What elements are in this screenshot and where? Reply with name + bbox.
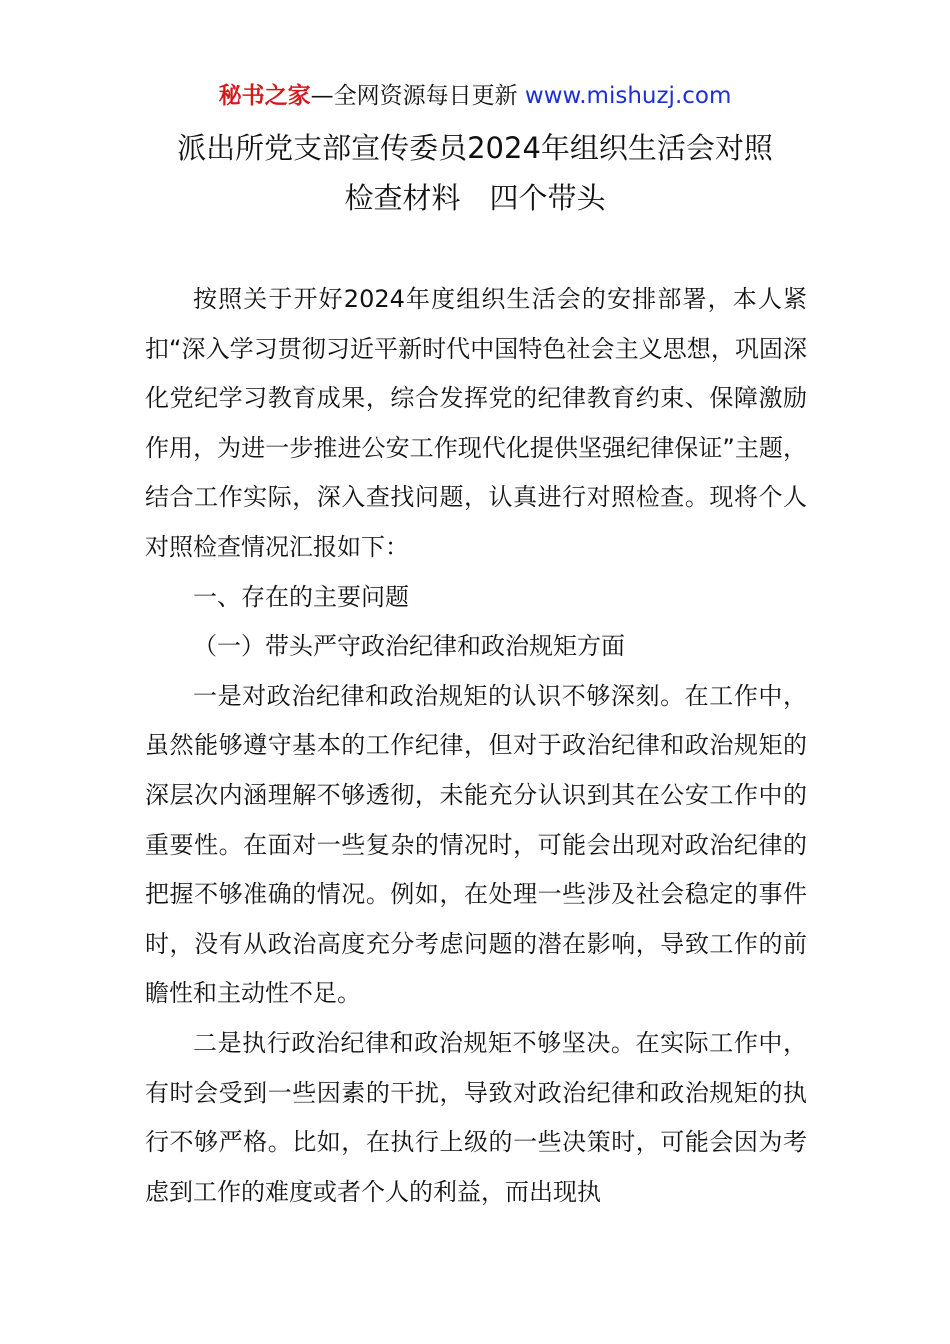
watermark-slogan: —全网资源每日更新: [310, 83, 525, 109]
watermark-brand: 秘书之家: [218, 83, 311, 109]
document-title-line-1: 派出所党支部宣传委员2024年组织生活会对照: [177, 131, 773, 165]
document-body: [145, 275, 807, 1217]
paragraph-point-2: 二是执行政治纪律和政治规矩不够坚决。在实际工作中，有时会受到一些因素的干扰，导致对政治纪律和政治规矩的执行不够严格。比如，在执行上级的一些决策时，可能会因为考虑到工作的难度或者个人的利益，而出现执: [145, 1028, 807, 1206]
watermark-header: [0, 80, 950, 112]
paragraph-point-1: 一是对政治纪律和政治规矩的认识不够深刻。在工作中，虽然能够遵守基本的工作纪律，但对于政治纪律和政治规矩的深层次内涵理解不够透彻，未能充分认识到其在公安工作中的重要性。在面对一些复杂的情况时，可能会出现对政治纪律的把握不够准确的情况。例如，在处理一些涉及社会稳定的事件时，没有从政治高度充分考虑问题的潜在影响，导致工作的前瞻性和主动性不足。: [145, 681, 807, 1008]
paragraph-intro: 按照关于开好2024年度组织生活会的安排部署，本人紧扣“深入学习贯彻习近平新时代中国特色社会主义思想，巩固深化党纪学习教育成果，综合发挥党的纪律教育约束、保障激励作用，为进一步推进公安工作现代化提供坚强纪律保证”主题，结合工作实际，深入查找问题，认真进行对照检查。现将个人对照检查情况汇报如下：: [145, 285, 807, 561]
subsection-heading: （一）带头严守政治纪律和政治规矩方面: [193, 632, 625, 661]
section-heading: 一、存在的主要问题: [193, 582, 409, 611]
document-title-line-2: 检查材料 四个带头: [344, 181, 606, 215]
watermark-url: www.mishuzj.com: [524, 83, 732, 109]
